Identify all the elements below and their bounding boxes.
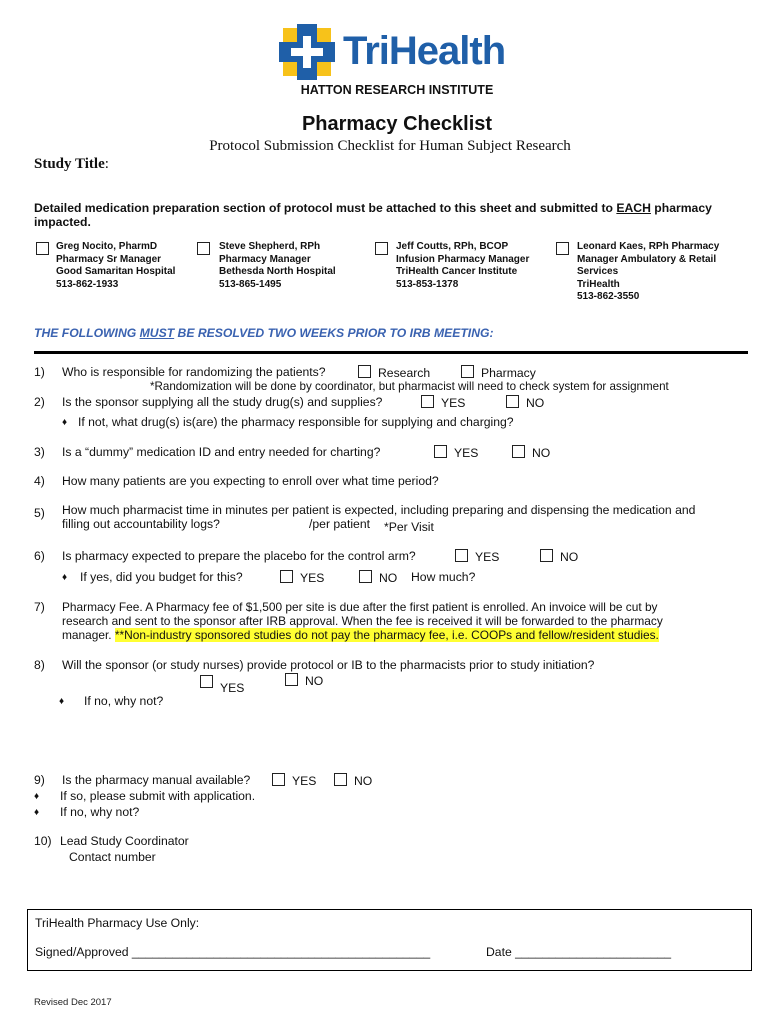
q3-no[interactable]: NO [512,445,550,461]
q1-option-research[interactable]: Research [358,365,430,381]
checkbox[interactable] [540,549,553,562]
checkbox[interactable] [358,365,371,378]
q2-sub-text: If not, what drug(s) is(are) the pharmacy responsible for supplying and charging? [78,415,514,429]
q9-text: Is the pharmacy manual available? [62,773,251,787]
q10-line2: Contact number [69,850,156,864]
q3-number: 3) [34,445,45,459]
checkbox[interactable] [421,395,434,408]
q9-sub2-bullet: ♦ [34,807,40,818]
q7-line3: manager. **Non-industry sponsored studies do not pay the pharmacy fee, i.e. COOPs and fellow/resident studies. [62,628,659,642]
pharmacy-use-only-box [27,909,752,971]
checkbox[interactable] [512,445,525,458]
q5-per-patient: /per patient [309,517,370,531]
checkbox[interactable] [272,773,285,786]
checkbox[interactable] [506,395,519,408]
trihealth-cross-icon [277,22,337,82]
instruction-text-line2: impacted. [34,215,91,229]
q6-sub-no[interactable]: NO [359,570,397,586]
study-title-label: Study Title: [34,156,109,172]
q8-sub-text: If no, why not? [84,694,164,708]
q5-text-line2: filling out accountability logs? [62,517,220,531]
checkbox[interactable] [285,673,298,686]
q5-per-visit: *Per Visit [384,520,434,534]
q2-number: 2) [34,395,45,409]
q5-text-line1: How much pharmacist time in minutes per patient is expected, including preparing and dispensing the medication and [62,503,696,517]
q9-yes[interactable]: YES [272,773,316,789]
q6-sub-text: If yes, did you budget for this? [80,570,243,584]
use-only-title: TriHealth Pharmacy Use Only: [35,916,200,930]
q1-number: 1) [34,365,45,379]
section-heading: THE FOLLOWING MUST BE RESOLVED TWO WEEKS PRIOR TO IRB MEETING: [34,326,494,340]
contact-checkbox[interactable] [36,242,49,255]
signed-approved-field[interactable]: Signed/Approved ____________________________________________ [35,945,431,959]
q2-yes[interactable]: YES [421,395,465,411]
q1-text: Who is responsible for randomizing the patients? [62,365,326,379]
contact-checkbox[interactable] [375,242,388,255]
instruction-text: Detailed medication preparation section of protocol must be attached to this sheet and submitted to EACH pharmacy [34,201,712,215]
fee-exemption-highlight: **Non-industry sponsored studies do not pay the pharmacy fee, i.e. COOPs and fellow/resident studies. [114,628,659,642]
checkbox[interactable] [280,570,293,583]
q3-text: Is a “dummy” medication ID and entry needed for charting? [62,445,381,459]
checkbox[interactable] [461,365,474,378]
q9-sub1-bullet: ♦ [34,791,40,802]
q8-number: 8) [34,658,45,672]
q7-line1: Pharmacy Fee. A Pharmacy fee of $1,500 per site is due after the first patient is enrolled. An invoice will be cut by [62,600,658,614]
q6-no[interactable]: NO [540,549,578,565]
q3-yes[interactable]: YES [434,445,478,461]
q1-note: *Randomization will be done by coordinator, but pharmacist will need to check system for assignment [150,380,669,393]
q2-text: Is the sponsor supplying all the study drug(s) and supplies? [62,395,383,409]
checkbox[interactable] [434,445,447,458]
checkbox[interactable] [200,675,213,688]
q10-line1: Lead Study Coordinator [60,834,189,848]
q6-how-much: How much? [411,570,476,584]
q8-sub-bullet: ♦ [59,696,65,707]
checkbox[interactable] [455,549,468,562]
trihealth-logo [277,22,507,84]
q4-number: 4) [34,474,45,488]
q8-no[interactable]: NO [285,673,323,689]
q2-sub-bullet: ♦ [62,417,68,428]
q9-sub1-text: If so, please submit with application. [60,789,256,803]
q1-option-pharmacy[interactable]: Pharmacy [461,365,536,381]
q8-yes[interactable]: YES [200,675,244,696]
section-divider [34,351,748,354]
q9-sub2-text: If no, why not? [60,805,140,819]
revision-footer: Revised Dec 2017 [34,997,112,1008]
page-subtitle: Protocol Submission Checklist for Human Subject Research [209,138,571,154]
contact-checkbox[interactable] [197,242,210,255]
date-field[interactable]: Date _______________________ [486,945,672,959]
checkbox[interactable] [334,773,347,786]
q6-number: 6) [34,549,45,563]
q10-number: 10) [34,834,52,848]
q6-sub-yes[interactable]: YES [280,570,324,586]
q7-line2: research and sent to the sponsor after IRB approval. When the fee is received it will be forwarded to the pharmacy [62,614,663,628]
q6-text: Is pharmacy expected to prepare the placebo for the control arm? [62,549,416,563]
q6-yes[interactable]: YES [455,549,499,565]
q4-text: How many patients are you expecting to enroll over what time period? [62,474,439,488]
institute-name: HATTON RESEARCH INSTITUTE [300,83,494,97]
page-title: Pharmacy Checklist [301,113,493,135]
q5-number: 5) [34,506,45,520]
q2-no[interactable]: NO [506,395,544,411]
q9-no[interactable]: NO [334,773,372,789]
q6-sub-bullet: ♦ [62,572,68,583]
q8-text: Will the sponsor (or study nurses) provide protocol or IB to the pharmacists prior to study initiation? [62,658,595,672]
contact-checkbox[interactable] [556,242,569,255]
q7-number: 7) [34,600,45,614]
q9-number: 9) [34,773,45,787]
logo-wordmark: TriHealth [343,29,506,73]
checkbox[interactable] [359,570,372,583]
